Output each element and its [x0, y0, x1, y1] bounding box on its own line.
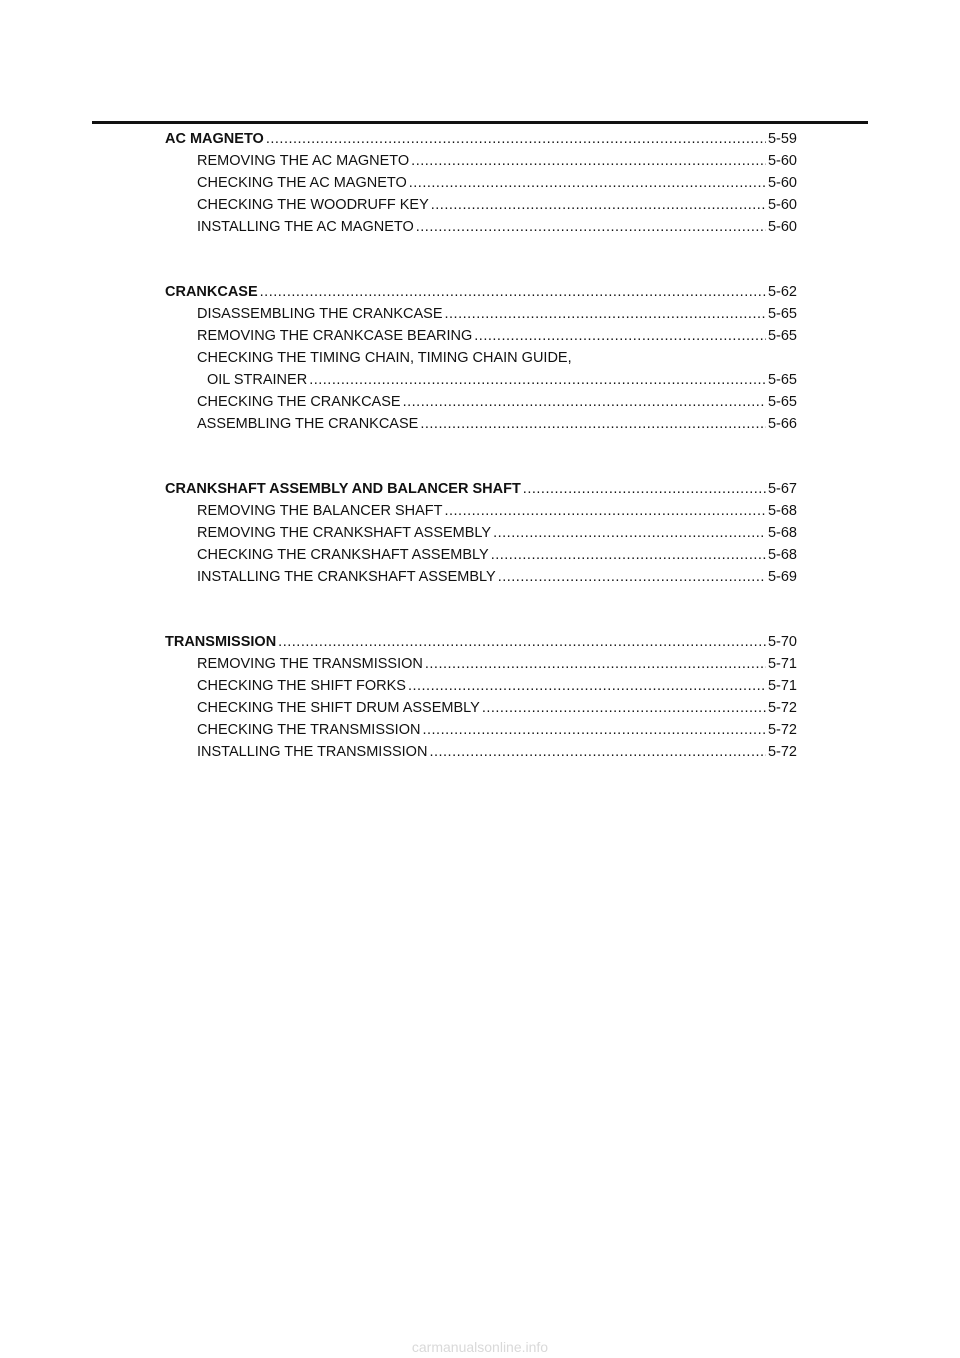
- toc-entry[interactable]: [165, 194, 797, 216]
- toc-entry[interactable]: [165, 697, 797, 719]
- dot-leader: [422, 719, 766, 741]
- toc-page-number: 5-65: [767, 372, 797, 388]
- toc-entry[interactable]: [165, 216, 797, 238]
- toc-entry[interactable]: [165, 719, 797, 741]
- toc-page-number: 5-72: [767, 700, 797, 716]
- toc-page-number: 5-68: [767, 547, 797, 563]
- toc-entry-title: CHECKING THE SHIFT FORKS: [197, 678, 406, 694]
- toc-entry-title: INSTALLING THE AC MAGNETO: [197, 219, 414, 235]
- dot-leader: [416, 216, 766, 238]
- toc-entry[interactable]: [165, 150, 797, 172]
- dot-leader: [474, 325, 766, 347]
- toc-entry[interactable]: [165, 741, 797, 763]
- toc-page-number: 5-66: [767, 416, 797, 432]
- dot-leader: [498, 566, 766, 588]
- toc-entry[interactable]: [165, 653, 797, 675]
- toc-page-number: 5-60: [767, 153, 797, 169]
- toc-entry-wrapped-first-line[interactable]: [165, 347, 797, 369]
- dot-leader: [482, 697, 766, 719]
- toc-page-number: 5-65: [767, 394, 797, 410]
- toc-entry-title: CHECKING THE TIMING CHAIN, TIMING CHAIN GUIDE,: [197, 350, 572, 366]
- toc-page-number: 5-71: [767, 656, 797, 672]
- toc-entry-title: OIL STRAINER: [207, 372, 308, 388]
- toc-entry-title: REMOVING THE CRANKSHAFT ASSEMBLY: [197, 525, 492, 541]
- toc-page-number: 5-60: [767, 175, 797, 191]
- dot-leader: [278, 631, 766, 653]
- dot-leader: [309, 369, 766, 391]
- toc-entry-title: REMOVING THE TRANSMISSION: [197, 656, 423, 672]
- toc-page-number: 5-71: [767, 678, 797, 694]
- toc-entry-title: INSTALLING THE CRANKSHAFT ASSEMBLY: [197, 569, 496, 585]
- dot-leader: [445, 303, 766, 325]
- toc-entry-title: CHECKING THE AC MAGNETO: [197, 175, 407, 191]
- toc-entry[interactable]: [165, 303, 797, 325]
- toc-section-crankshaft-assembly: [165, 478, 797, 588]
- toc-entry-title: CHECKING THE CRANKSHAFT ASSEMBLY: [197, 547, 489, 563]
- dot-leader: [266, 128, 766, 150]
- toc-page-number: 5-68: [767, 503, 797, 519]
- toc-entry[interactable]: [165, 566, 797, 588]
- dot-leader: [411, 150, 766, 172]
- dot-leader: [444, 500, 766, 522]
- toc-entry[interactable]: [165, 172, 797, 194]
- toc-page-number: 5-72: [767, 722, 797, 738]
- toc-entry[interactable]: [165, 544, 797, 566]
- dot-leader: [431, 194, 766, 216]
- toc-section-transmission: [165, 631, 797, 763]
- dot-leader: [429, 741, 766, 763]
- toc-entry-title: DISASSEMBLING THE CRANKCASE: [197, 306, 443, 322]
- toc-entry-title: CHECKING THE WOODRUFF KEY: [197, 197, 429, 213]
- toc-page-number: 5-60: [767, 197, 797, 213]
- toc-page-number: 5-70: [767, 634, 797, 650]
- toc-page-number: 5-72: [767, 744, 797, 760]
- toc-entry-title: REMOVING THE CRANKCASE BEARING: [197, 328, 473, 344]
- table-of-contents: [165, 128, 797, 806]
- toc-entry-title: CHECKING THE CRANKCASE: [197, 394, 401, 410]
- dot-leader: [408, 675, 766, 697]
- dot-leader: [493, 522, 766, 544]
- dot-leader: [523, 478, 766, 500]
- toc-page-number: 5-65: [767, 306, 797, 322]
- toc-page-number: 5-60: [767, 219, 797, 235]
- toc-page-number: 5-62: [767, 284, 797, 300]
- dot-leader: [425, 653, 766, 675]
- toc-entry[interactable]: [165, 675, 797, 697]
- toc-heading[interactable]: [165, 478, 797, 500]
- toc-page-number: 5-65: [767, 328, 797, 344]
- toc-heading[interactable]: [165, 631, 797, 653]
- toc-entry[interactable]: [165, 413, 797, 435]
- dot-leader: [409, 172, 766, 194]
- toc-entry-title: ASSEMBLING THE CRANKCASE: [197, 416, 419, 432]
- watermark: carmanualsonline.info: [411, 1339, 549, 1355]
- toc-heading-title: TRANSMISSION: [165, 634, 277, 650]
- toc-page-number: 5-59: [767, 131, 797, 147]
- toc-entry[interactable]: [165, 522, 797, 544]
- toc-entry-title: REMOVING THE BALANCER SHAFT: [197, 503, 443, 519]
- toc-section-ac-magneto: [165, 128, 797, 238]
- dot-leader: [260, 281, 766, 303]
- toc-heading-title: CRANKSHAFT ASSEMBLY AND BALANCER SHAFT: [165, 481, 521, 497]
- toc-heading-title: AC MAGNETO: [165, 131, 264, 147]
- toc-section-crankcase: [165, 281, 797, 435]
- header-rule: [92, 121, 868, 124]
- toc-heading[interactable]: [165, 128, 797, 150]
- dot-leader: [491, 544, 766, 566]
- toc-entry-title: REMOVING THE AC MAGNETO: [197, 153, 410, 169]
- toc-entry[interactable]: [165, 325, 797, 347]
- toc-entry-title: INSTALLING THE TRANSMISSION: [197, 744, 428, 760]
- toc-heading[interactable]: [165, 281, 797, 303]
- toc-entry[interactable]: [165, 500, 797, 522]
- toc-page-number: 5-68: [767, 525, 797, 541]
- toc-page-number: 5-69: [767, 569, 797, 585]
- dot-leader: [403, 391, 766, 413]
- dot-leader: [420, 413, 766, 435]
- toc-heading-title: CRANKCASE: [165, 284, 258, 300]
- toc-entry-wrapped-continuation[interactable]: [165, 369, 797, 391]
- toc-entry-title: CHECKING THE TRANSMISSION: [197, 722, 421, 738]
- toc-entry-title: CHECKING THE SHIFT DRUM ASSEMBLY: [197, 700, 480, 716]
- toc-page-number: 5-67: [767, 481, 797, 497]
- toc-entry[interactable]: [165, 391, 797, 413]
